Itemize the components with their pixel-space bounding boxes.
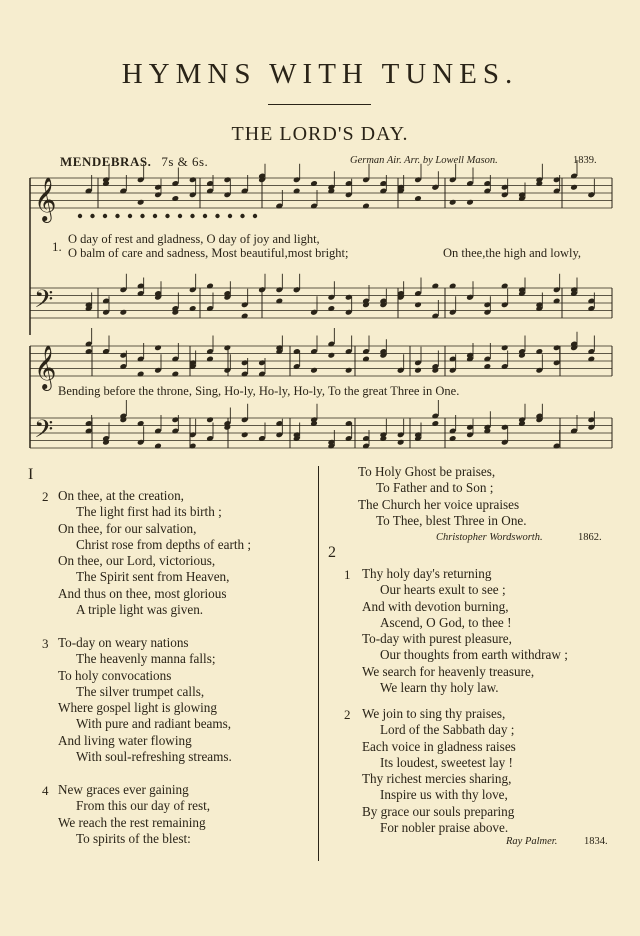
stanza-line: Our thoughts from earth withdraw ; bbox=[380, 647, 568, 663]
hymn2-author: Ray Palmer. bbox=[506, 836, 558, 847]
treble-clef-icon: 𝄞 bbox=[34, 177, 57, 221]
section-title: THE LORD'S DAY. bbox=[231, 123, 409, 145]
stanza-number: 3 bbox=[42, 636, 49, 651]
note-head bbox=[154, 344, 162, 351]
note-head bbox=[215, 214, 219, 218]
note-head bbox=[397, 439, 405, 446]
stanza-line: On thee, at the creation, bbox=[58, 488, 184, 503]
stanza-line: A triple light was given. bbox=[76, 602, 204, 618]
note-head bbox=[310, 367, 318, 374]
lyric-line-1: O day of rest and gladness, O day of joy and light, bbox=[68, 232, 320, 246]
note-head bbox=[328, 352, 336, 359]
note-head bbox=[241, 431, 249, 438]
stanza-line: Ascend, O God, to thee ! bbox=[380, 614, 512, 630]
stanza-line: Each voice in gladness raises bbox=[362, 738, 516, 754]
lyric-line-2: O balm of care and sadness, Most beautiful,most bright; bbox=[68, 246, 349, 260]
note-head bbox=[128, 214, 132, 218]
note-head bbox=[228, 214, 232, 218]
lyric-line-4: Bending before the throne, Sing, Ho-ly, Ho-ly, Ho-ly, To the great Three in One. bbox=[58, 384, 460, 398]
stanza-line: And thus on thee, most glorious bbox=[58, 585, 227, 601]
tune-meter: 7s & 6s. bbox=[161, 154, 209, 169]
stanza-line: The silver trumpet calls, bbox=[76, 683, 205, 699]
hymn2-year: 1834. bbox=[584, 836, 608, 847]
stanza-line: The heavenly manna falls; bbox=[76, 651, 216, 667]
stanza-line: With soul-refreshing streams. bbox=[76, 749, 232, 765]
stanza-line: To Thee, blest Three in One. bbox=[376, 512, 527, 528]
hymn-number-1: I bbox=[28, 466, 34, 483]
note-head bbox=[115, 214, 119, 218]
stanza-line: To Father and to Son ; bbox=[376, 480, 494, 496]
stanza-line: Christ rose from depths of earth ; bbox=[76, 536, 252, 552]
stanza bbox=[362, 566, 568, 696]
stanza-line: We search for heavenly treasure, bbox=[362, 663, 535, 679]
note-head bbox=[206, 416, 214, 423]
stanza-line: Our hearts exult to see ; bbox=[380, 582, 506, 598]
tune-name: MENDEBRAS. bbox=[60, 154, 152, 169]
note-head bbox=[414, 367, 422, 374]
stanza-line: Thy holy day's returning bbox=[362, 566, 492, 581]
stanza-line: We learn thy holy law. bbox=[380, 680, 499, 696]
note-head bbox=[253, 214, 257, 218]
note-head bbox=[240, 214, 244, 218]
stanza-line: By grace our souls preparing bbox=[362, 803, 515, 819]
note-head bbox=[203, 214, 207, 218]
stanza-line: And with devotion burning, bbox=[362, 598, 509, 614]
note-head bbox=[501, 344, 509, 351]
stanza-line: Lord of the Sabbath day ; bbox=[380, 722, 515, 738]
note-head bbox=[78, 214, 82, 218]
hymn1-author: Christopher Wordsworth. bbox=[436, 532, 543, 543]
bass-clef-icon: 𝄢 bbox=[34, 415, 54, 450]
note-head bbox=[90, 214, 94, 218]
lyric-line-3: On thee,the high and lowly, bbox=[443, 246, 582, 260]
stanza-line: With pure and radiant beams, bbox=[76, 716, 232, 732]
bass-clef-icon: 𝄢 bbox=[34, 285, 54, 320]
note-head bbox=[165, 214, 169, 218]
stanza-line: We reach the rest remaining bbox=[58, 814, 206, 830]
treble-clef-icon: 𝄞 bbox=[34, 345, 57, 389]
stanza-line: Thy richest mercies sharing, bbox=[362, 771, 512, 787]
note-head bbox=[570, 184, 578, 191]
page-title: HYMNS WITH TUNES. bbox=[121, 58, 519, 90]
stanza-line: On thee, for our salvation, bbox=[58, 520, 197, 536]
note-head bbox=[449, 199, 457, 206]
note-head bbox=[153, 214, 157, 218]
note-head bbox=[137, 199, 145, 206]
note-head bbox=[178, 214, 182, 218]
stanza-number: 2 bbox=[42, 489, 49, 504]
stanza-number: 4 bbox=[42, 783, 49, 798]
stanza-line: The Spirit sent from Heaven, bbox=[76, 569, 230, 585]
stanza-line: On thee, our Lord, victorious, bbox=[58, 553, 216, 569]
stanza-number: 1 bbox=[344, 567, 351, 582]
stanza-number: 2 bbox=[344, 707, 351, 722]
column-divider bbox=[318, 466, 319, 861]
note-head bbox=[120, 309, 128, 316]
tune-year: 1839. bbox=[573, 155, 597, 166]
note-head bbox=[224, 344, 232, 351]
stanza-line: And living water flowing bbox=[58, 732, 192, 748]
stanza-line: To Holy Ghost be praises, bbox=[358, 464, 496, 479]
stanza bbox=[58, 635, 232, 765]
stanza-continuation bbox=[358, 464, 527, 529]
note-head bbox=[345, 367, 353, 374]
stanza-line: For nobler praise above. bbox=[380, 820, 509, 836]
stanza-line: Its loudest, sweetest lay ! bbox=[380, 754, 513, 770]
hymn1-year: 1862. bbox=[578, 532, 602, 543]
stanza-line: To-day with purest pleasure, bbox=[362, 631, 512, 647]
tune-attribution: German Air. Arr. by Lowell Mason. bbox=[350, 155, 498, 166]
verse-marker: 1. bbox=[52, 239, 62, 254]
stanza-line: To spirits of the blest: bbox=[76, 830, 191, 846]
note-head bbox=[466, 199, 474, 206]
stanza-line: New graces ever gaining bbox=[58, 782, 189, 797]
stanza bbox=[58, 488, 251, 618]
note-head bbox=[190, 214, 194, 218]
stanza-line: The Church her voice upraises bbox=[358, 496, 520, 512]
note-head bbox=[103, 214, 107, 218]
hymn-number-2: 2 bbox=[328, 544, 336, 561]
note-head bbox=[140, 214, 144, 218]
stanza-line: To-day on weary nations bbox=[58, 635, 189, 650]
stanza-line: Inspire us with thy love, bbox=[380, 787, 508, 803]
stanza bbox=[362, 706, 516, 836]
stanza bbox=[58, 782, 210, 847]
note-head bbox=[414, 301, 422, 308]
stanza-line: The light first had its birth ; bbox=[76, 504, 222, 520]
stanza-line: Where gospel light is glowing bbox=[58, 700, 217, 716]
stanza-line: From this our day of rest, bbox=[76, 798, 211, 814]
stanza-line: To holy convocations bbox=[58, 667, 172, 683]
stanza-line: We join to sing thy praises, bbox=[362, 706, 506, 721]
